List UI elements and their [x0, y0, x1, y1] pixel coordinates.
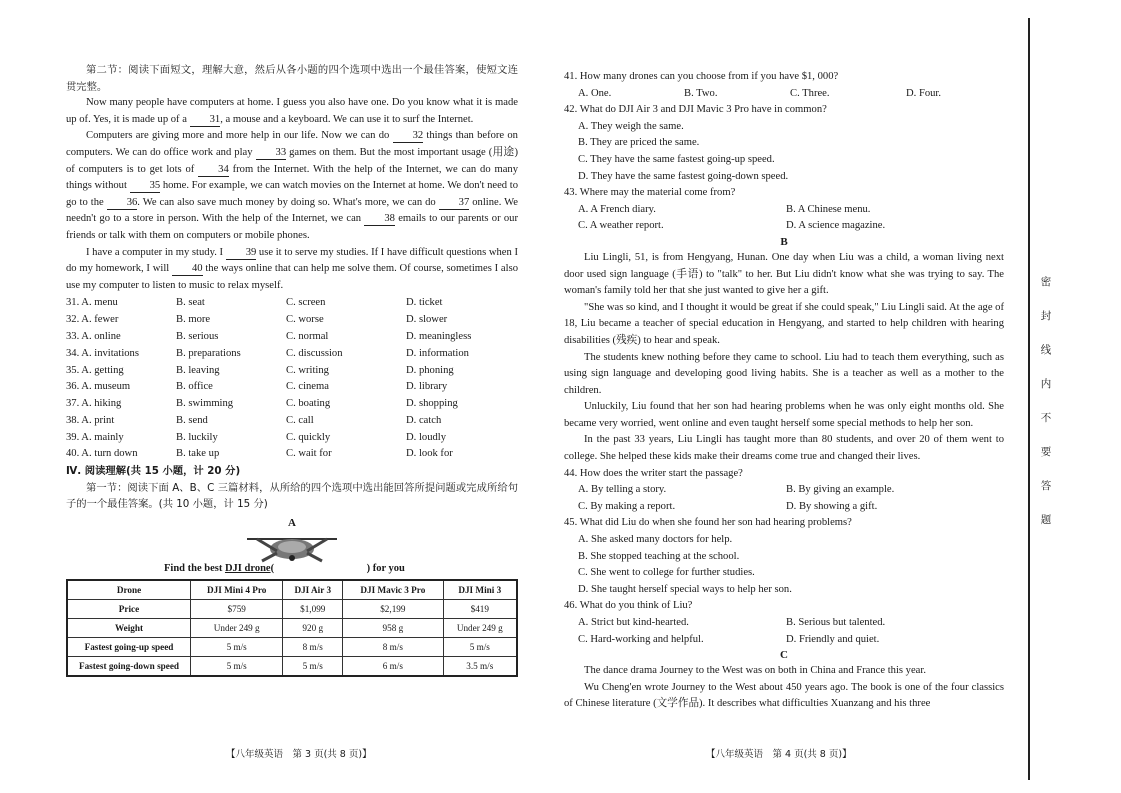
option: D. Four. [906, 87, 942, 99]
question-44: 44. How does the writer start the passage? [564, 467, 743, 479]
seal-char: 要 [1040, 446, 1052, 458]
option: C. worse [286, 314, 324, 326]
table-cell: 6 m/s [343, 657, 443, 677]
option: D. look for [406, 448, 453, 460]
option: D. catch [406, 414, 442, 426]
table-cell: 3.5 m/s [443, 657, 517, 677]
table-cell: 5 m/s [191, 657, 283, 677]
question-46-options [564, 615, 1004, 648]
option: 40. A. turn down [66, 448, 138, 460]
option: B. serious [176, 330, 219, 342]
option: B. take up [176, 448, 220, 460]
passage-b-letter: B [780, 235, 788, 248]
option: B. more [176, 314, 211, 326]
passage-c-letter: C [780, 649, 788, 662]
table-row [67, 619, 517, 638]
option: C. cinema [286, 381, 329, 393]
seal-line-text [1038, 265, 1054, 537]
table-cell: 920 g [283, 619, 343, 638]
option: A. A French diary. [578, 203, 656, 215]
option-row [66, 312, 518, 329]
option: 32. A. fewer [66, 314, 119, 326]
passage-c-paragraph: The dance drama Journey to the West was on both in China and France this year. [584, 665, 926, 677]
question-41: 41. How many drones can you choose from if you have $1, 000? [564, 71, 839, 82]
question-45-options [564, 532, 1004, 598]
option: D. loudly [406, 431, 447, 443]
seal-char: 题 [1040, 514, 1052, 526]
seal-char: 线 [1040, 344, 1052, 356]
blank-39: 39 [226, 246, 257, 260]
seal-char: 答 [1040, 480, 1052, 492]
blank-35: 35 [130, 179, 161, 193]
passage-text: , a mouse and a keyboard. We can use it to surf the Internet. [220, 113, 474, 125]
table-cell: 8 m/s [343, 638, 443, 657]
option: 35. A. getting [66, 364, 124, 376]
option: B. A Chinese menu. [786, 203, 871, 215]
cloze-options [66, 295, 518, 463]
option-row [66, 379, 518, 396]
option: B. swimming [176, 398, 234, 410]
table-cell: Price [67, 600, 191, 619]
cloze-paragraph [66, 95, 518, 128]
passage-text: games on them. But the most important usage (用途) of computers is to get lots of [66, 146, 518, 175]
table-cell: 5 m/s [191, 638, 283, 657]
passage-text: from the Internet. With the help of the Internet, we can do many things without [66, 163, 519, 192]
table-header-cell: DJI Mavic 3 Pro [343, 580, 443, 600]
option: B. leaving [176, 364, 220, 376]
passage-text: I have a computer in my study. I [86, 246, 226, 258]
table-header-row [67, 580, 517, 600]
option: D. She taught herself special ways to help her son. [578, 583, 792, 595]
question-42-options [564, 119, 1004, 185]
option: 33. A. online [66, 330, 121, 342]
option-row [66, 363, 518, 380]
right-footer: 【八年级英语 第 4 页(共 8 页)】 [706, 749, 852, 760]
seal-char: 内 [1040, 378, 1052, 390]
option: D. They have the same fastest going-down speed. [578, 170, 789, 182]
option: B. She stopped teaching at the school. [578, 550, 740, 562]
passage-text: things than before on computers. We can do office work and play [66, 130, 518, 158]
question-41-options [564, 86, 1004, 103]
option-row [66, 295, 518, 312]
passage-text: home. For example, we can watch movies on the Internet at home. We don't need to go to the [66, 180, 518, 208]
table-cell: 5 m/s [283, 657, 343, 677]
question-46: 46. What do you think of Liu? [564, 600, 693, 612]
option: 34. A. invitations [66, 347, 139, 359]
option: C. wait for [286, 448, 332, 460]
table-cell: Weight [67, 619, 191, 638]
option: B. send [176, 414, 208, 426]
blank-36: 36 [107, 196, 138, 210]
drone-title-pre: Find the best [164, 563, 225, 575]
option: C. A weather report. [578, 220, 664, 232]
option: C. quickly [286, 431, 331, 443]
table-cell: Fastest going-up speed [67, 638, 191, 657]
option: C. boating [286, 398, 331, 410]
option-row [66, 413, 518, 430]
passage-b [564, 250, 1004, 466]
option: C. Three. [790, 87, 830, 99]
table-row [67, 600, 517, 619]
question-44-options [564, 482, 1004, 515]
blank-37: 37 [439, 196, 470, 210]
table-header-cell: DJI Mini 3 [443, 580, 517, 600]
blank-34: 34 [198, 163, 229, 177]
drone-title-post: for you [370, 563, 405, 575]
option-row [66, 446, 518, 463]
blank-38: 38 [364, 212, 395, 226]
passage-text: . We can also save much money by doing so. What's more, we can do [137, 196, 439, 208]
option: D. Friendly and quiet. [786, 633, 880, 645]
cloze-paragraph [66, 128, 518, 244]
drone-title-brand: DJI drone [224, 563, 271, 575]
blank-31: 31 [190, 113, 221, 127]
table-cell: $759 [191, 600, 283, 619]
option: C. call [286, 414, 314, 426]
option: A. One. [578, 87, 612, 99]
option: D. phoning [406, 364, 454, 376]
table-header-cell: DJI Mini 4 Pro [191, 580, 283, 600]
option: B. seat [176, 297, 205, 309]
table-row [67, 657, 517, 677]
option: C. screen [286, 297, 326, 309]
option-row [66, 329, 518, 346]
passage-text: Computers are giving more and more help in our life. Now we can do [86, 130, 393, 142]
passage-text: the ways online that can help me solve them. Of course, sometimes I also use my computer to listen to music to relax myself. [66, 263, 518, 291]
option: B. luckily [176, 431, 218, 443]
seal-char: 封 [1040, 310, 1052, 322]
option: 36. A. museum [66, 381, 131, 393]
option: D. shopping [406, 398, 458, 410]
table-cell: Fastest going-down speed [67, 657, 191, 677]
table-cell: Under 249 g [191, 619, 283, 638]
passage-c [564, 663, 1004, 713]
option: C. writing [286, 364, 329, 376]
option: C. normal [286, 330, 329, 342]
option: A. They weigh the same. [578, 120, 684, 132]
passage-b-paragraph: "She was so kind, and I thought it would be great if she could speak," Liu Lingli said. At the age of 18, Liu became a teacher of special education in Hengyang, and started to help children with hearing disabilities (残疾) to hear and speak. [564, 301, 1004, 346]
option: 37. A. hiking [66, 398, 122, 410]
option: B. Two. [684, 87, 718, 99]
cloze-passage [66, 95, 518, 294]
table-cell: 8 m/s [283, 638, 343, 657]
passage-a-letter: A [288, 517, 296, 530]
option: C. They have the same fastest going-up speed. [578, 153, 775, 165]
table-cell: 5 m/s [443, 638, 517, 657]
blank-32: 32 [393, 129, 424, 143]
option: 39. A. mainly [66, 431, 124, 443]
passage-b-paragraph: The students knew nothing before they came to school. Liu had to teach them everything, such as using sign language and developing good living habits. She is a teacher as well as a mother to the children. [564, 351, 1004, 396]
passage-b-paragraph: Liu Lingli, 51, is from Hengyang, Hunan. One day when Liu was a child, a woman living next door used sign language (手语) to "talk" to her. But Liu didn't know what she was trying to say. The woman's family told her that she just wanted to give her a gift. [564, 251, 1004, 297]
option: A. By telling a story. [578, 484, 667, 496]
binding-line [1028, 18, 1030, 780]
option: B. office [176, 381, 213, 393]
drone-table [66, 579, 518, 677]
question-43-options [564, 202, 1004, 235]
drone-table-title: Find the best DJI drone( ) for you [164, 563, 405, 575]
seal-char: 密 [1040, 276, 1052, 288]
table-cell: $419 [443, 600, 517, 619]
passage-text: emails to our parents or our friends or talk with them on computers or mobile phones. [66, 213, 518, 241]
passage-text: use it to serve my studies. If I have difficult questions when I do my homework, I will [66, 246, 518, 275]
option: C. By making a report. [578, 500, 676, 512]
left-footer: 【八年级英语 第 3 页(共 8 页)】 [226, 749, 372, 760]
option: C. She went to college for further studies. [578, 567, 755, 579]
table-cell: 958 g [343, 619, 443, 638]
blank-33: 33 [256, 146, 287, 160]
table-cell: Under 249 g [443, 619, 517, 638]
option: D. ticket [406, 297, 443, 309]
option: D. meaningless [406, 330, 472, 342]
question-42: 42. What do DJI Air 3 and DJI Mavic 3 Pro have in common? [564, 104, 827, 116]
passage-text: online. We needn't go to a store in person. With the help of the Internet, we can [66, 196, 518, 225]
option: B. preparations [176, 347, 241, 359]
blank-40: 40 [172, 262, 203, 276]
table-header-cell: DJI Air 3 [283, 580, 343, 600]
option: D. slower [406, 314, 448, 326]
option: A. She asked many doctors for help. [578, 534, 733, 546]
option: D. A science magazine. [786, 220, 886, 232]
option: 31. A. menu [66, 297, 118, 309]
option-row [66, 430, 518, 447]
table-header-cell: Drone [67, 580, 191, 600]
seal-char: 不 [1040, 412, 1052, 424]
option: D. By showing a gift. [786, 500, 878, 512]
question-43: 43. Where may the material come from? [564, 187, 736, 199]
option: C. discussion [286, 347, 343, 359]
part4-heading: Ⅳ. 阅读理解(共 15 小题，计 20 分) [66, 465, 241, 478]
cloze-paragraph [66, 245, 518, 295]
table-row [67, 638, 517, 657]
passage-b-paragraph: In the past 33 years, Liu Lingli has taught more than 80 students, and over 20 of them went to college. She helped these kids make their dreams come true and changed their lives. [564, 434, 1004, 463]
table-cell: $2,199 [343, 600, 443, 619]
option: C. Hard-working and helpful. [578, 633, 704, 645]
option: D. information [406, 347, 469, 359]
part4-section1: 第一节：阅读下面 A、B、C 三篇材料，从所给的四个选项中选出能回答所提问题或完成所给句子的一个最佳答案。(共 10 小题，计 15 分) [66, 481, 518, 511]
option: 38. A. print [66, 414, 115, 426]
passage-text: Now many people have computers at home. I guess you also have one. Do you know what it is made up of. Yes, it is made up of a [66, 97, 518, 125]
option: D. library [406, 381, 448, 393]
section-heading: 第二节：阅读下面短文，理解大意，然后从各小题的四个选项中选出一个最佳答案，使短文连贯完整。 [66, 64, 518, 93]
passage-b-paragraph: Unluckily, Liu found that her son had hearing problems when he was only eight months old. She became very worried, went online and even taught herself some special methods to help her son. [564, 401, 1004, 429]
passage-c-paragraph: Wu Cheng'en wrote Journey to the West about 450 years ago. The book is one of the four classics of Chinese literature (文学作品). It describes what difficulties Xuanzang and his three [564, 681, 1004, 710]
option: B. Serious but talented. [786, 617, 886, 628]
option-row [66, 396, 518, 413]
option: B. By giving an example. [786, 484, 895, 496]
question-45: 45. What did Liu do when she found her son had hearing problems? [564, 517, 852, 529]
table-cell: $1,099 [283, 600, 343, 619]
option: B. They are priced the same. [578, 137, 700, 149]
option-row [66, 346, 518, 363]
option: A. Strict but kind-hearted. [578, 617, 689, 628]
